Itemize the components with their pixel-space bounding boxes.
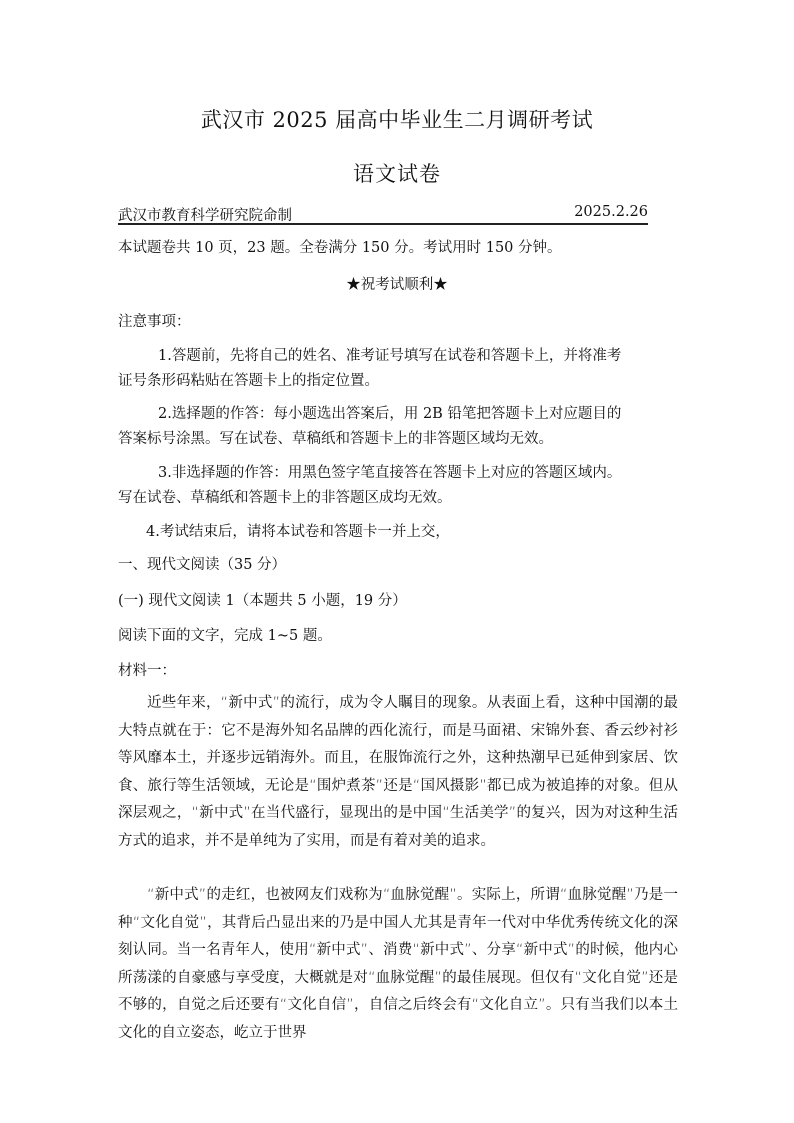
note-3-line-2: 写在试卷、草稿纸和答题卡上的非答题区成均无效。: [118, 490, 452, 506]
note-2-line-2: 答案标号涂黑。写在试卷、草稿纸和答题卡上的非答题区域均无效。: [118, 431, 553, 447]
exam-date: 2025.2.26: [574, 204, 648, 220]
issuer-label: 武汉市教育科学研究院命制: [118, 208, 292, 224]
reading-instruction: 阅读下面的文字，完成 1~5 题。: [118, 628, 332, 644]
note-1-line-2: 证号条形码粘贴在答题卡上的指定位置。: [118, 373, 379, 389]
note-1-line-1: 1.答题前，先将自己的姓名、准考证号填写在试卷和答题卡上，并将准考: [158, 348, 622, 364]
note-4-line-1: 4.考试结束后，请将本试卷和答题卡一并上交，: [146, 524, 450, 540]
subject-title: 语文试卷: [353, 162, 441, 186]
notes-heading: 注意事项：: [118, 314, 191, 330]
passage-paragraph-2: “新中式”的走红，也被网友们戏称为“血脉觉醒”。实际上，所谓“血脉觉醒”乃是一种“文化自觉”，其背后凸显出来的乃是中国人尤其是青年一代对中华优秀传统文化的深刻认同。当一名青年人，使用“新中式”、消费“新中式”、分享“新中式”的时候，他内心所荡漾的自豪感与享受度，大概就是对“血脉觉醒”的最佳展现。但仅有“文化自觉”还是不够的，自觉之后还要有“文化自信”，自信之后终会有“文化自立”。只有当我们以本土文化的自立姿态，屹立于世界: [118, 887, 678, 1041]
header-divider: [118, 223, 648, 225]
issuer-row: [118, 204, 648, 225]
note-2-line-1: 2.选择题的作答：每小题选出答案后，用 2B 铅笔把答题卡上对应题目的: [158, 406, 622, 422]
passage-paragraph-1: 近些年来，“新中式”的流行，成为令人瞩目的现象。从表面上看，这种中国潮的最大特点就在于：它不是海外知名品牌的西化流行，而是马面裙、宋锦外套、香云纱衬衫等风靡本土，并逐步远销海外。而且，在服饰流行之外，这种热潮早已延伸到家居、饮食、旅行等生活领域，无论是“围炉煮茶”还是“国风摄影”都已成为被追捧的对象。但从深层观之，“新中式”在当代盛行，显现出的是中国“生活美学”的复兴，因为对这种生活方式的追求，并不是单纯为了实用，而是有着对美的追求。: [118, 695, 678, 849]
exam-title: 武汉市 2025 届高中毕业生二月调研考试: [200, 108, 594, 132]
exam-summary: 本试题卷共 10 页，23 题。全卷满分 150 分。考试用时 150 分钟。: [118, 240, 562, 256]
subsection-heading: (一) 现代文阅读 1（本题共 5 小题，19 分）: [118, 593, 407, 609]
section-heading: 一、现代文阅读（35 分）: [118, 557, 287, 573]
note-3-line-1: 3.非选择题的作答：用黑色签字笔直接答在答题卡上对应的答题区域内。: [158, 465, 622, 481]
material-label: 材料一：: [118, 663, 176, 679]
good-luck-banner: ★祝考试顺利★: [346, 277, 448, 293]
